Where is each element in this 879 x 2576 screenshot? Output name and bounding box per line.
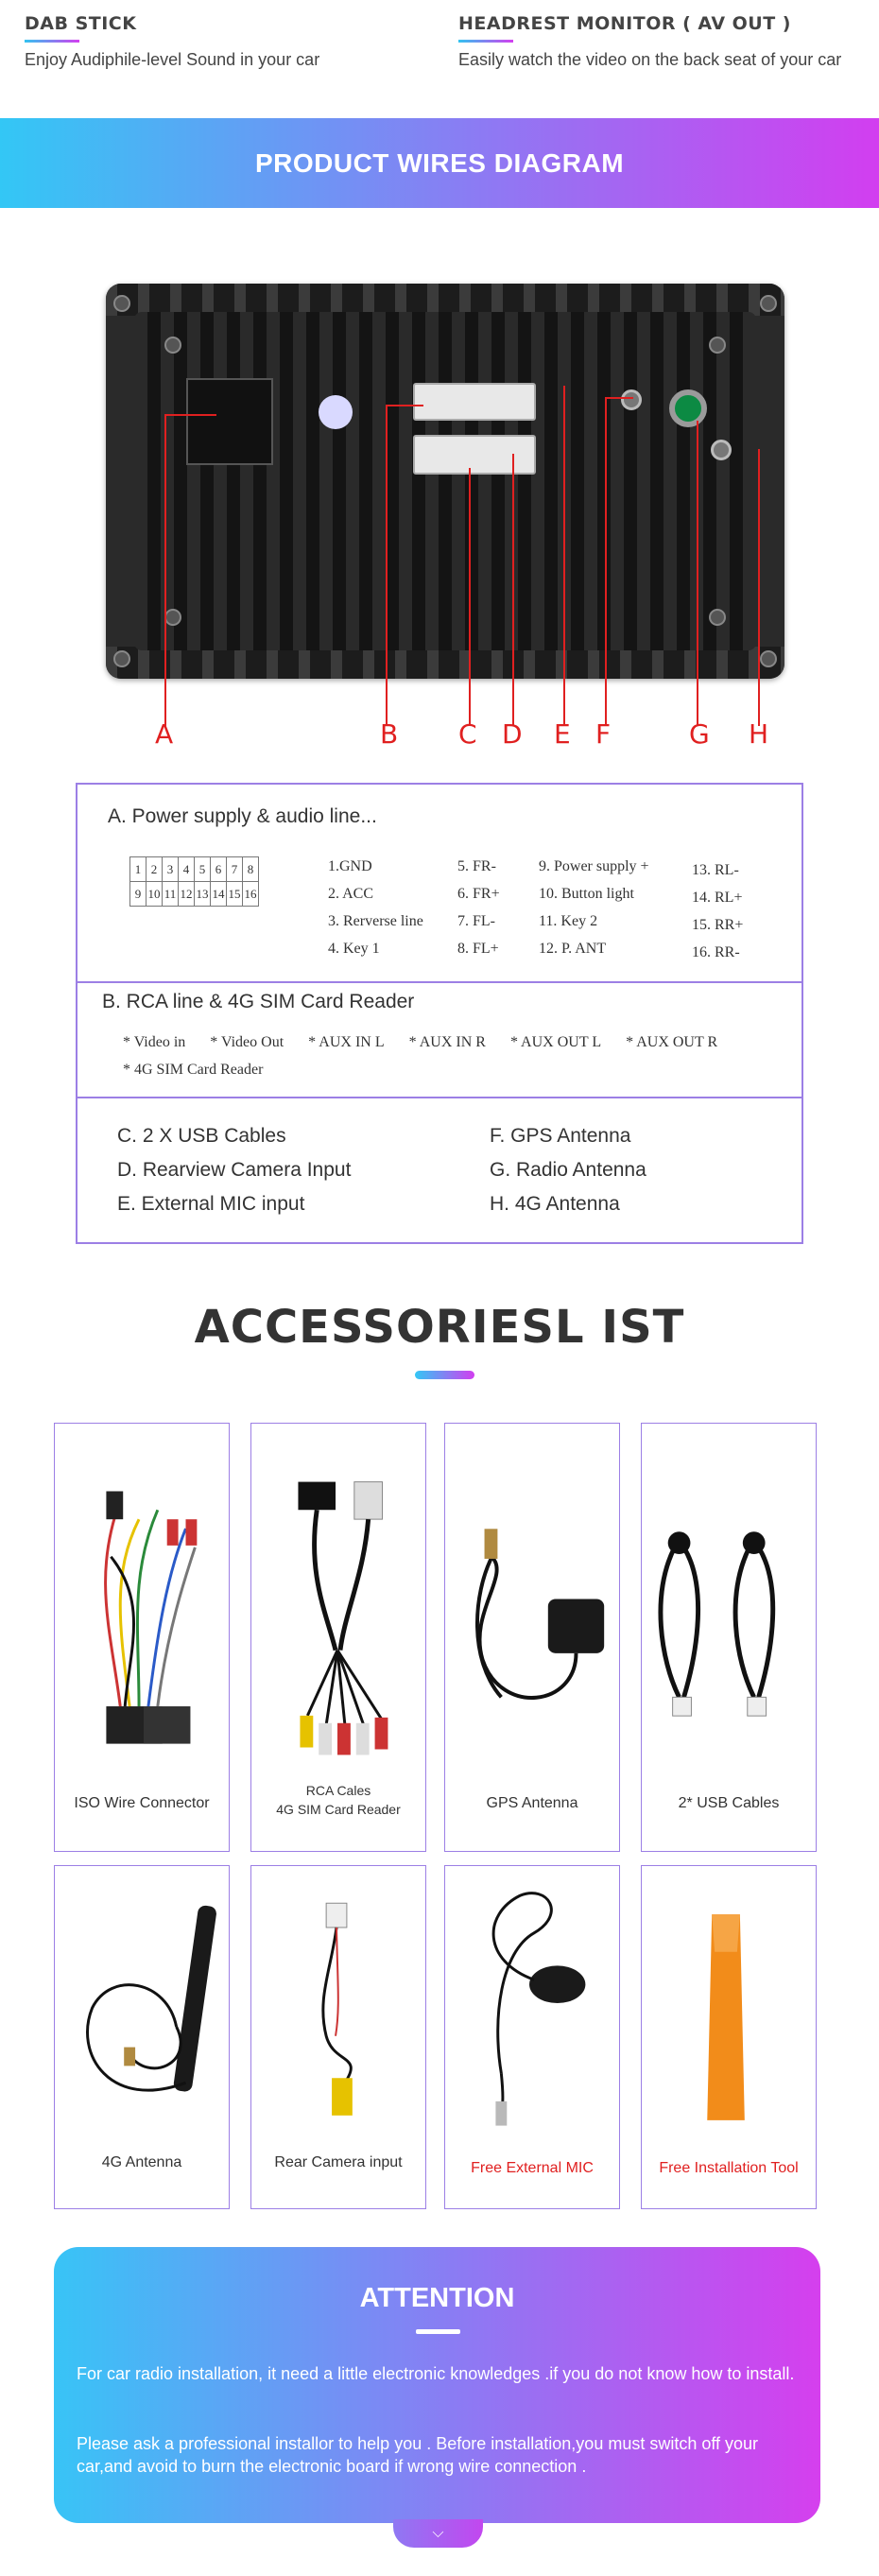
accessory-label: Free Installation Tool bbox=[659, 2160, 799, 2176]
screw-icon bbox=[164, 337, 181, 354]
accessory-card-mic bbox=[444, 1865, 620, 2209]
callout-line-e bbox=[563, 386, 565, 726]
antenna-item: F. GPS Antenna bbox=[490, 1125, 631, 1147]
chevron-down-icon: ⌵ bbox=[432, 2525, 444, 2541]
rca-port-icon bbox=[413, 383, 536, 421]
pin-desc: 4. Key 1 bbox=[328, 941, 380, 957]
pin-desc: 2. ACC bbox=[328, 886, 374, 902]
callout-line-b-h bbox=[386, 405, 423, 406]
screw-icon bbox=[113, 650, 130, 667]
banner-title: PRODUCT WIRES DIAGRAM bbox=[254, 147, 625, 178]
pin-cell: 7 bbox=[227, 857, 243, 882]
cable-item: C. 2 X USB Cables bbox=[117, 1125, 286, 1147]
section-b-title: B. RCA line & 4G SIM Card Reader bbox=[102, 991, 415, 1012]
section-b bbox=[78, 981, 801, 1097]
attention-text-2: Please ask a professional installor to help you . Before installation,you must switch off your car,and avoid to burn the electronic board if wrong wire connection . bbox=[77, 2434, 759, 2476]
gps-antenna-icon bbox=[445, 1518, 619, 1764]
pin-desc: 3. Rerverse line bbox=[328, 913, 423, 929]
pin-cell: 6 bbox=[211, 857, 227, 882]
pin-cell: 11 bbox=[163, 882, 179, 907]
pin-cell: 5 bbox=[195, 857, 211, 882]
pin-grid bbox=[129, 856, 259, 907]
iso-port-icon bbox=[186, 378, 273, 465]
callout-line-b bbox=[386, 405, 388, 726]
rca-cable-icon bbox=[251, 1461, 425, 1773]
rear-panel bbox=[134, 312, 756, 650]
pin-cell: 13 bbox=[195, 882, 211, 907]
pin-desc: 9. Power supply + bbox=[539, 858, 649, 874]
attention-text-1: For car radio installation, it need a little electronic knowledges .if you do not know how to install. bbox=[77, 2364, 795, 2383]
pin-cell: 8 bbox=[243, 857, 259, 882]
feature-underline bbox=[458, 40, 513, 43]
callout-label-g: G bbox=[689, 718, 710, 750]
4g-port-icon bbox=[711, 440, 732, 460]
callout-line-a-h bbox=[164, 414, 216, 416]
iso-harness-icon bbox=[55, 1461, 229, 1783]
mic-icon bbox=[445, 1876, 619, 2131]
accessory-label: GPS Antenna bbox=[486, 1795, 578, 1811]
section-c-h bbox=[78, 1097, 801, 1244]
frame-bottom bbox=[106, 647, 784, 679]
callout-line-h bbox=[758, 449, 760, 726]
accessory-card-4g bbox=[54, 1865, 230, 2209]
accessory-label: Free External MIC bbox=[471, 2160, 594, 2176]
pin-list-2 bbox=[457, 853, 500, 962]
section-banner bbox=[0, 118, 879, 208]
accessory-label: RCA Cales bbox=[305, 1783, 371, 1798]
pin-cell: 12 bbox=[179, 882, 195, 907]
pin-desc: 8. FL+ bbox=[457, 941, 499, 957]
cable-item: D. Rearview Camera Input bbox=[117, 1159, 352, 1181]
pin-cell: 15 bbox=[227, 882, 243, 907]
accessory-card-iso bbox=[54, 1423, 230, 1852]
section-a-title: A. Power supply & audio line... bbox=[108, 805, 377, 827]
scroll-down-tab[interactable] bbox=[393, 2519, 483, 2548]
antenna-item: H. 4G Antenna bbox=[490, 1193, 620, 1215]
pin-cell: 10 bbox=[146, 882, 163, 907]
usb-cable-icon bbox=[642, 1518, 816, 1764]
screw-icon bbox=[113, 295, 130, 312]
pin-list-4 bbox=[692, 856, 743, 966]
pin-list-1 bbox=[328, 853, 423, 962]
pin-cell: 3 bbox=[163, 857, 179, 882]
pin-desc: 15. RR+ bbox=[692, 917, 744, 933]
feature-headrest-monitor bbox=[458, 13, 841, 70]
callout-line-c bbox=[469, 468, 471, 726]
rca-item: * Video Out bbox=[210, 1034, 284, 1050]
accessory-label: 4G Antenna bbox=[101, 2154, 182, 2170]
callout-label-h: H bbox=[749, 718, 769, 750]
callout-line-d bbox=[512, 454, 514, 726]
pin-desc: 1.GND bbox=[328, 858, 372, 874]
callout-label-f: F bbox=[595, 718, 612, 750]
rca-items bbox=[123, 1029, 784, 1083]
pin-desc: 13. RL- bbox=[692, 862, 739, 878]
accessory-label: 2* USB Cables bbox=[678, 1795, 780, 1811]
accessory-card-usb bbox=[641, 1423, 817, 1852]
accessory-label: Rear Camera input bbox=[274, 2154, 403, 2170]
pin-cell: 4 bbox=[179, 857, 195, 882]
antenna-item: G. Radio Antenna bbox=[490, 1159, 646, 1181]
title-underline bbox=[415, 1371, 474, 1379]
pin-desc: 6. FR+ bbox=[457, 886, 500, 902]
feature-title: HEADREST MONITOR ( AV OUT ) bbox=[458, 13, 791, 34]
callout-line-f bbox=[605, 397, 607, 726]
feature-strip bbox=[0, 0, 879, 118]
attention-underline bbox=[416, 2329, 460, 2334]
pin-desc: 12. P. ANT bbox=[539, 941, 607, 957]
head-unit-rear-photo bbox=[106, 284, 784, 681]
callout-line-f-h bbox=[605, 397, 633, 399]
screw-icon bbox=[709, 609, 726, 626]
accessory-card-gps bbox=[444, 1423, 620, 1852]
accessories-title: ACCESSORIESL IST bbox=[194, 1301, 685, 1354]
screw-icon bbox=[760, 650, 777, 667]
rca-item: * AUX OUT L bbox=[509, 1034, 602, 1050]
4g-antenna-icon bbox=[55, 1894, 229, 2131]
attention-title: ATTENTION bbox=[359, 2283, 515, 2313]
pin-cell: 16 bbox=[243, 882, 259, 907]
pin-desc: 14. RL+ bbox=[692, 890, 743, 906]
antenna-list bbox=[490, 1119, 646, 1221]
screw-icon bbox=[760, 295, 777, 312]
wire-spec-table bbox=[76, 783, 803, 1244]
pin-desc: 5. FR- bbox=[457, 858, 496, 874]
callout-label-a: A bbox=[155, 718, 174, 750]
feature-description: Easily watch the video on the back seat of your car bbox=[458, 50, 842, 69]
camera-cable-icon bbox=[251, 1894, 425, 2131]
callout-label-c: C bbox=[458, 718, 477, 750]
sticker-icon bbox=[319, 395, 353, 429]
feature-description: Enjoy Audiphile-level Sound in your car bbox=[25, 50, 320, 69]
usb-port-icon bbox=[413, 435, 536, 475]
accessory-label-line2: 4G SIM Card Reader bbox=[276, 1802, 401, 1817]
feature-underline bbox=[25, 40, 79, 43]
radio-antenna-port-icon bbox=[669, 389, 707, 427]
pin-cell: 2 bbox=[146, 857, 163, 882]
rca-item: * AUX OUT R bbox=[626, 1034, 718, 1050]
pin-desc: 16. RR- bbox=[692, 944, 740, 960]
gps-port-icon bbox=[621, 389, 642, 410]
callout-line-g bbox=[697, 421, 698, 726]
feature-dab-stick bbox=[25, 13, 319, 70]
pry-tool-icon bbox=[642, 1894, 816, 2140]
feature-title: DAB STICK bbox=[25, 13, 137, 34]
accessory-card-tool bbox=[641, 1865, 817, 2209]
callout-line-a bbox=[164, 414, 166, 726]
pin-cell: 14 bbox=[211, 882, 227, 907]
rca-item: * AUX IN L bbox=[308, 1034, 385, 1050]
callout-label-d: D bbox=[502, 718, 523, 750]
rca-item: * Video in bbox=[123, 1034, 186, 1050]
accessory-label: ISO Wire Connector bbox=[74, 1795, 210, 1811]
cable-item: E. External MIC input bbox=[117, 1193, 305, 1215]
pin-cell: 9 bbox=[130, 882, 146, 907]
callout-label-b: B bbox=[380, 718, 399, 750]
rca-item: * 4G SIM Card Reader bbox=[123, 1062, 264, 1078]
cables-list bbox=[117, 1119, 351, 1221]
attention-panel bbox=[54, 2247, 820, 2523]
accessory-card-rca bbox=[250, 1423, 426, 1852]
head-unit-body bbox=[106, 284, 784, 679]
screw-icon bbox=[709, 337, 726, 354]
pin-desc: 11. Key 2 bbox=[539, 913, 598, 929]
pin-list-3 bbox=[539, 853, 649, 962]
screw-icon bbox=[164, 609, 181, 626]
pin-cell: 1 bbox=[130, 857, 146, 882]
callout-label-e: E bbox=[554, 718, 571, 750]
frame-top bbox=[106, 284, 784, 316]
rca-item: * AUX IN R bbox=[408, 1034, 486, 1050]
pin-desc: 7. FL- bbox=[457, 913, 495, 929]
accessory-card-camera bbox=[250, 1865, 426, 2209]
pin-desc: 10. Button light bbox=[539, 886, 634, 902]
